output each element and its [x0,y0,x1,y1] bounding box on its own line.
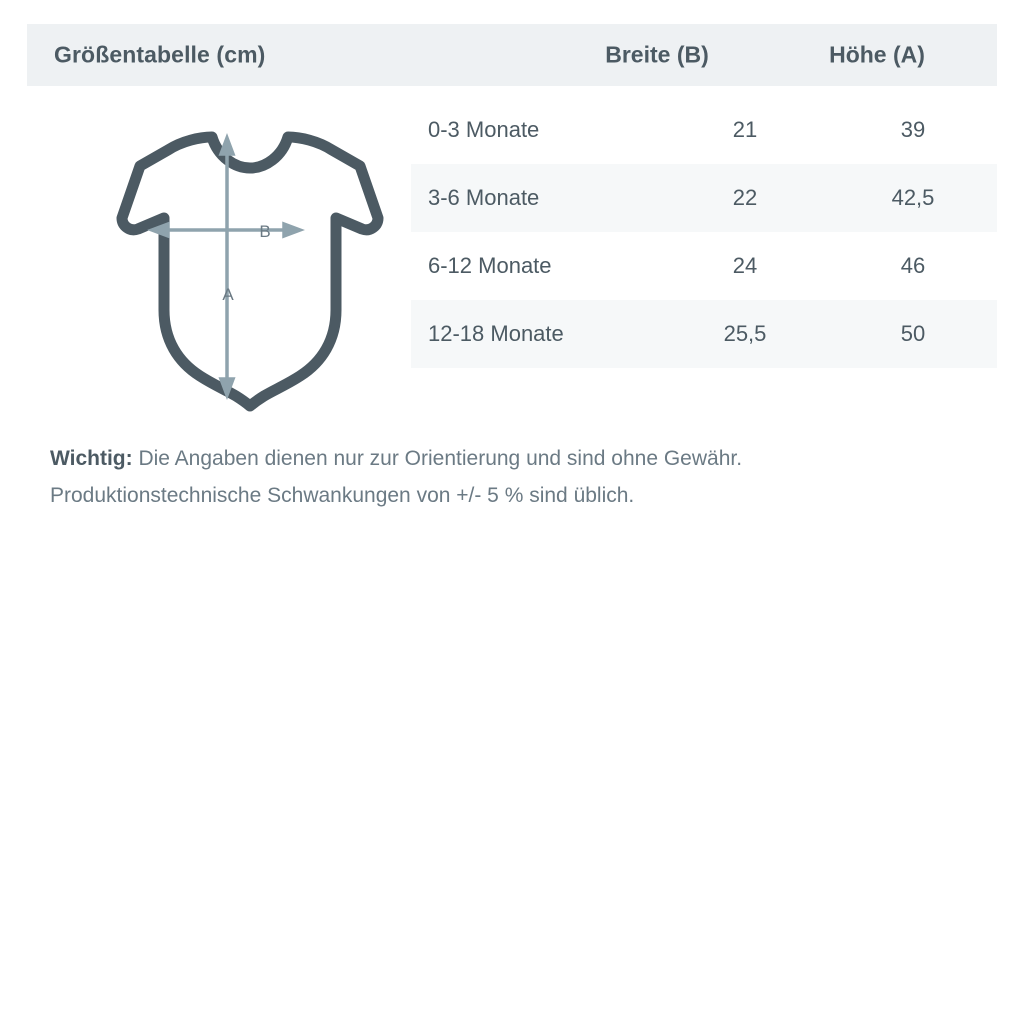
page-title: Größentabelle (cm) [54,41,266,68]
table-row [411,232,997,300]
cell-size: 0-3 Monate [428,117,540,142]
label-width-b: B [259,222,271,241]
column-header-height: Höhe (A) [829,41,925,68]
disclaimer-line2: Produktionstechnische Schwankungen von +/- 5 % sind üblich. [50,484,635,507]
cell-width: 24 [732,253,758,278]
cell-height: 39 [900,117,926,142]
label-height-a: A [222,285,234,304]
cell-height: 50 [900,321,926,346]
disclaimer-line1: Die Angaben dienen nur zur Orientierung und sind ohne Gewähr. [132,447,743,470]
table-header [27,24,997,86]
table-row [411,300,997,368]
bodysuit-illustration [60,110,390,420]
cell-width: 25,5 [723,321,767,346]
disclaimer-lead: Wichtig: [50,447,133,470]
disclaimer-note [50,440,980,514]
size-table [411,96,997,368]
cell-height: 46 [900,253,926,278]
cell-size: 12-18 Monate [428,321,564,346]
cell-size: 3-6 Monate [428,185,540,210]
table-row [411,164,997,232]
cell-height: 42,5 [891,185,935,210]
cell-width: 22 [732,185,758,210]
table-row [411,96,997,164]
cell-size: 6-12 Monate [428,253,552,278]
column-header-width: Breite (B) [605,41,709,68]
cell-width: 21 [732,117,758,142]
